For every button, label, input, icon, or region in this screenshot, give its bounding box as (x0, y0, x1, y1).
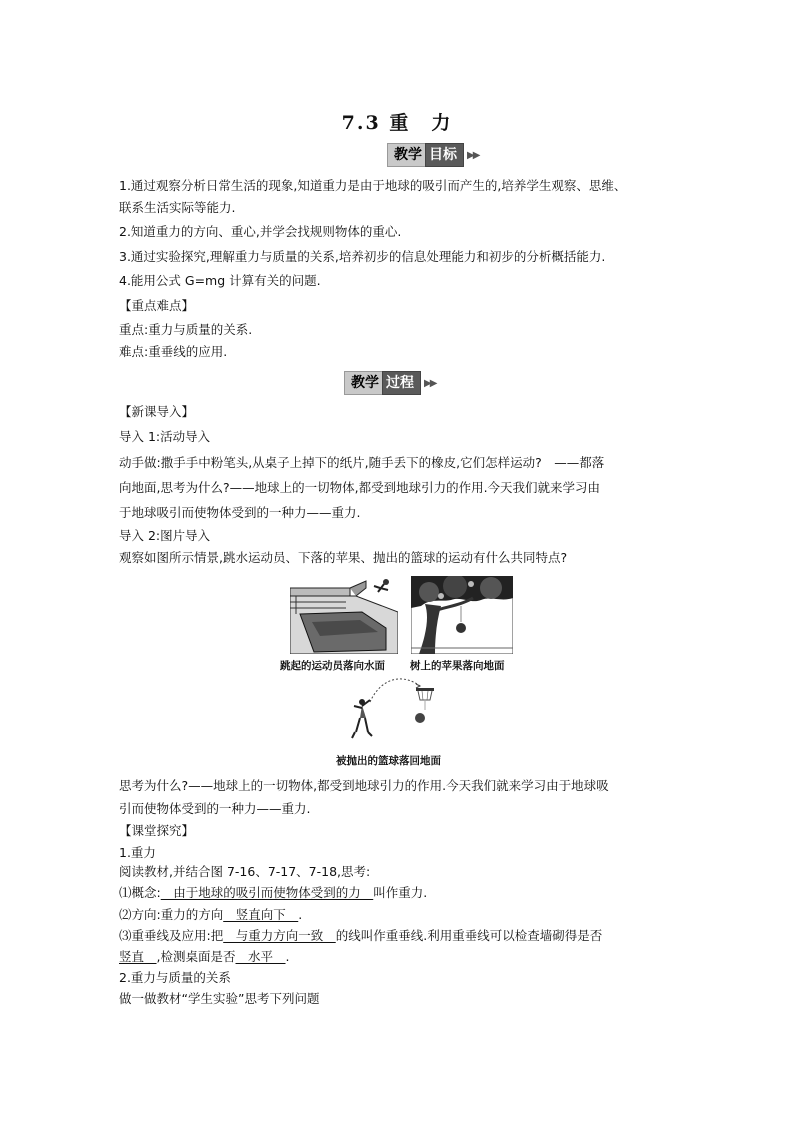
section2-title: 2.重力与质量的关系 (119, 970, 231, 985)
page-title: 7.3 重 力 (341, 112, 453, 134)
plumb-answer-2: 竖直 (119, 949, 157, 964)
plumb-middle: 的线叫作重垂线.利用重垂线可以检查墙砌得是否 (335, 928, 603, 943)
direction-answer: 竖直向下 (223, 907, 299, 922)
direction-prefix: ⑵方向:重力的方向 (119, 907, 224, 922)
key-point: 重点:重力与质量的关系. (119, 322, 253, 337)
goal-line-4: 3.通过实验探究,理解重力与质量的关系,培养初步的信息处理能力和初步的分析概括能力. (119, 249, 606, 264)
goal-line-5: 4.能用公式 G=mg 计算有关的问题. (119, 273, 321, 288)
concept-line (119, 884, 427, 902)
teaching-goal-badge (387, 144, 478, 166)
badge-process-part2: 过程 (382, 371, 421, 395)
goal-line-2: 联系生活实际等能力. (119, 200, 236, 215)
last-line: 做一做教材“学生实验”思考下列问题 (119, 991, 320, 1006)
plumb-line-2 (119, 948, 290, 966)
key-difficult-heading: 【重点难点】 (119, 298, 195, 313)
goal-line-1: 1.通过观察分析日常生活的现象,知道重力是由于地球的吸引而产生的,培养学生观察、思维、 (119, 178, 627, 193)
intro1-line-1: 动手做:撒手手中粉笔头,从桌子上掉下的纸片,随手丢下的橡皮,它们怎样运动? ——都落 (119, 455, 605, 470)
concept-prefix: ⑴概念: (119, 885, 161, 900)
caption-diver: 跳起的运动员落向水面 (280, 660, 385, 672)
intro2-title: 导入 2:图片导入 (119, 528, 211, 543)
badge-process-part1: 教学 (344, 371, 382, 395)
intro1-line-2: 向地面,思考为什么?——地球上的一切物体,都受到地球引力的作用.今天我们就来学习由 (119, 480, 601, 495)
plumb-answer-3: 水平 (235, 949, 286, 964)
plumb-middle-2: ,检测桌面是否 (156, 949, 236, 964)
explore-heading: 【课堂探究】 (119, 823, 195, 838)
intro-heading: 【新课导入】 (119, 404, 195, 419)
caption-ball: 被抛出的篮球落回地面 (336, 755, 441, 767)
intro1-title: 导入 1:活动导入 (119, 429, 211, 444)
double-arrow-icon: ▶▶ (424, 377, 436, 389)
think-line-2: 引而使物体受到的一种力——重力. (119, 801, 311, 816)
think-line-1: 思考为什么?——地球上的一切物体,都受到地球引力的作用.今天我们就来学习由于地球吸 (119, 778, 609, 793)
goal-line-3: 2.知道重力的方向、重心,并学会找规则物体的重心. (119, 224, 402, 239)
teaching-process-badge (344, 372, 435, 394)
plumb-answer-1: 与重力方向一致 (223, 928, 336, 943)
caption-apple: 树上的苹果落向地面 (410, 660, 505, 672)
direction-line (119, 906, 302, 924)
double-arrow-icon: ▶▶ (467, 149, 479, 161)
intro2-question: 观察如图所示情景,跳水运动员、下落的苹果、抛出的篮球的运动有什么共同特点? (119, 550, 568, 565)
plumb-line-1 (119, 927, 602, 945)
section1-title: 1.重力 (119, 845, 156, 860)
concept-suffix: 叫作重力. (373, 885, 428, 900)
badge-goal-part1: 教学 (387, 143, 425, 167)
direction-suffix: . (298, 907, 303, 922)
badge-goal-part2: 目标 (425, 143, 464, 167)
apple-tree-illustration (411, 576, 513, 654)
concept-answer: 由于地球的吸引而使物体受到的力 (160, 885, 374, 900)
plumb-prefix: ⑶重垂线及应用:把 (119, 928, 224, 943)
difficult-point: 难点:重垂线的应用. (119, 344, 228, 359)
plumb-suffix: . (285, 949, 290, 964)
basketball-illustration (350, 672, 446, 748)
intro1-line-3: 于地球吸引而使物体受到的一种力——重力. (119, 505, 361, 520)
read-line: 阅读教材,并结合图 7-16、7-17、7-18,思考: (119, 864, 371, 879)
diver-illustration (290, 578, 398, 654)
